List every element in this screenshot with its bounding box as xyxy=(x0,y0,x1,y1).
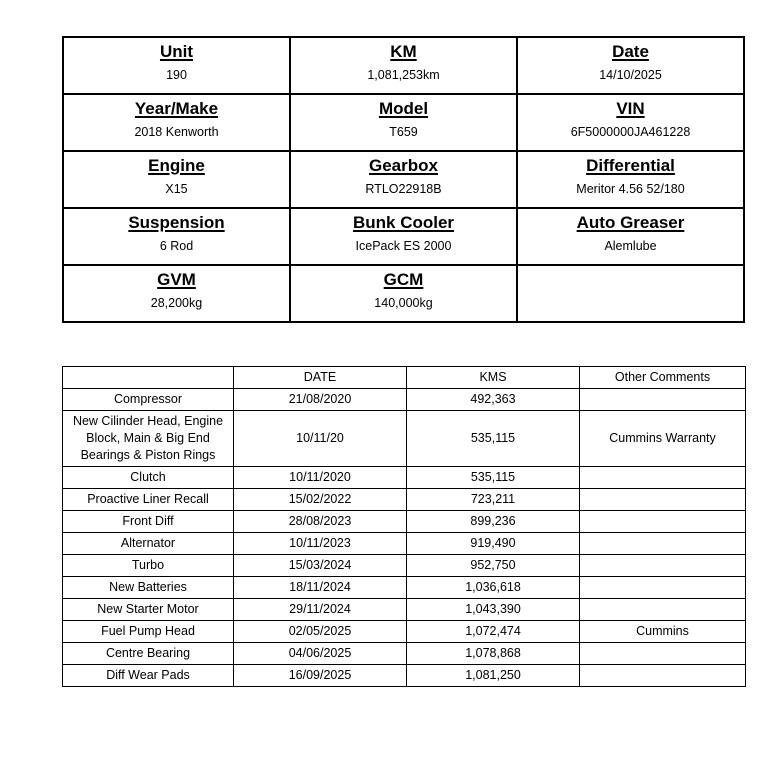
item-cell: Centre Bearing xyxy=(63,643,234,665)
field-value: 6F5000000JA461228 xyxy=(570,125,691,139)
vehicle-cell-model xyxy=(290,94,517,151)
vehicle-cell-gvm xyxy=(63,265,290,322)
field-label: Suspension xyxy=(128,213,225,232)
table-row xyxy=(63,411,746,467)
date-cell: 18/11/2024 xyxy=(234,577,407,599)
vehicle-info-table xyxy=(62,36,745,323)
vehicle-cell-empty xyxy=(517,265,744,322)
table-row xyxy=(63,577,746,599)
comments-cell xyxy=(580,467,746,489)
kms-cell: 1,072,474 xyxy=(407,621,580,643)
table-row xyxy=(63,389,746,411)
item-cell: New Cilinder Head, Engine Block, Main & Big End Bearings & Piston Rings xyxy=(63,411,234,467)
date-cell: 04/06/2025 xyxy=(234,643,407,665)
vehicle-cell-unit xyxy=(63,37,290,94)
table-row xyxy=(63,37,744,94)
vehicle-cell-km xyxy=(290,37,517,94)
table-row xyxy=(63,511,746,533)
table-row xyxy=(63,151,744,208)
date-cell: 16/09/2025 xyxy=(234,665,407,687)
date-cell: 21/08/2020 xyxy=(234,389,407,411)
field-label: GCM xyxy=(383,270,424,289)
header-date: DATE xyxy=(234,367,407,389)
table-row xyxy=(63,643,746,665)
kms-cell: 535,115 xyxy=(407,411,580,467)
item-cell: Clutch xyxy=(63,467,234,489)
table-row xyxy=(63,599,746,621)
comments-cell xyxy=(580,665,746,687)
field-value: 28,200kg xyxy=(150,296,203,310)
kms-cell: 492,363 xyxy=(407,389,580,411)
field-value: Meritor 4.56 52/180 xyxy=(576,182,685,196)
date-cell: 15/02/2022 xyxy=(234,489,407,511)
kms-cell: 1,036,618 xyxy=(407,577,580,599)
date-cell: 10/11/2020 xyxy=(234,467,407,489)
vehicle-cell-vin xyxy=(517,94,744,151)
kms-cell: 1,078,868 xyxy=(407,643,580,665)
field-value: T659 xyxy=(389,125,418,139)
comments-cell xyxy=(580,555,746,577)
field-value: IcePack ES 2000 xyxy=(355,239,452,253)
table-row xyxy=(63,489,746,511)
vehicle-cell-date xyxy=(517,37,744,94)
date-cell: 10/11/20 xyxy=(234,411,407,467)
comments-cell xyxy=(580,599,746,621)
comments-cell: Cummins Warranty xyxy=(580,411,746,467)
field-label: Date xyxy=(612,42,649,61)
comments-cell xyxy=(580,489,746,511)
comments-cell xyxy=(580,511,746,533)
field-label: Engine xyxy=(148,156,205,175)
kms-cell: 952,750 xyxy=(407,555,580,577)
field-value: 6 Rod xyxy=(159,239,194,253)
service-history-table xyxy=(62,366,746,687)
kms-cell: 535,115 xyxy=(407,467,580,489)
table-row xyxy=(63,265,744,322)
date-cell: 29/11/2024 xyxy=(234,599,407,621)
table-row xyxy=(63,533,746,555)
field-value: RTLO22918B xyxy=(365,182,442,196)
comments-cell: Cummins xyxy=(580,621,746,643)
field-label: GVM xyxy=(157,270,196,289)
table-row xyxy=(63,94,744,151)
header-row xyxy=(63,367,746,389)
table-row xyxy=(63,208,744,265)
vehicle-cell-engine xyxy=(63,151,290,208)
item-cell: New Starter Motor xyxy=(63,599,234,621)
field-label: KM xyxy=(390,42,417,61)
kms-cell: 723,211 xyxy=(407,489,580,511)
kms-cell: 919,490 xyxy=(407,533,580,555)
item-cell: Proactive Liner Recall xyxy=(63,489,234,511)
vehicle-cell-year-make xyxy=(63,94,290,151)
field-value: 140,000kg xyxy=(374,296,433,310)
item-cell: New Batteries xyxy=(63,577,234,599)
vehicle-cell-gcm xyxy=(290,265,517,322)
field-label: Year/Make xyxy=(134,99,219,118)
date-cell: 15/03/2024 xyxy=(234,555,407,577)
field-label: Differential xyxy=(586,156,675,175)
field-value: 190 xyxy=(166,68,187,82)
comments-cell xyxy=(580,389,746,411)
item-cell: Diff Wear Pads xyxy=(63,665,234,687)
field-label: Auto Greaser xyxy=(576,213,685,232)
field-value: 14/10/2025 xyxy=(599,68,662,82)
field-value: X15 xyxy=(165,182,188,196)
table-row xyxy=(63,555,746,577)
table-row xyxy=(63,665,746,687)
item-cell: Front Diff xyxy=(63,511,234,533)
item-cell: Alternator xyxy=(63,533,234,555)
field-label: Unit xyxy=(159,42,194,61)
header-comments: Other Comments xyxy=(580,367,746,389)
table-row xyxy=(63,467,746,489)
header-item xyxy=(63,367,234,389)
date-cell: 28/08/2023 xyxy=(234,511,407,533)
comments-cell xyxy=(580,533,746,555)
comments-cell xyxy=(580,577,746,599)
kms-cell: 899,236 xyxy=(407,511,580,533)
field-label: Model xyxy=(378,99,429,118)
field-label: Bunk Cooler xyxy=(352,213,455,232)
item-cell: Compressor xyxy=(63,389,234,411)
item-cell: Turbo xyxy=(63,555,234,577)
header-kms: KMS xyxy=(407,367,580,389)
vehicle-cell-gearbox xyxy=(290,151,517,208)
field-label: VIN xyxy=(616,99,645,118)
table-row xyxy=(63,621,746,643)
item-cell: Fuel Pump Head xyxy=(63,621,234,643)
kms-cell: 1,081,250 xyxy=(407,665,580,687)
vehicle-cell-differential xyxy=(517,151,744,208)
vehicle-cell-bunk-cooler xyxy=(290,208,517,265)
field-value: Alemlube xyxy=(604,239,657,253)
comments-cell xyxy=(580,643,746,665)
field-label: Gearbox xyxy=(369,156,438,175)
kms-cell: 1,043,390 xyxy=(407,599,580,621)
date-cell: 02/05/2025 xyxy=(234,621,407,643)
vehicle-cell-auto-greaser xyxy=(517,208,744,265)
field-value: 2018 Kenworth xyxy=(134,125,219,139)
vehicle-cell-suspension xyxy=(63,208,290,265)
date-cell: 10/11/2023 xyxy=(234,533,407,555)
field-value: 1,081,253km xyxy=(367,68,440,82)
